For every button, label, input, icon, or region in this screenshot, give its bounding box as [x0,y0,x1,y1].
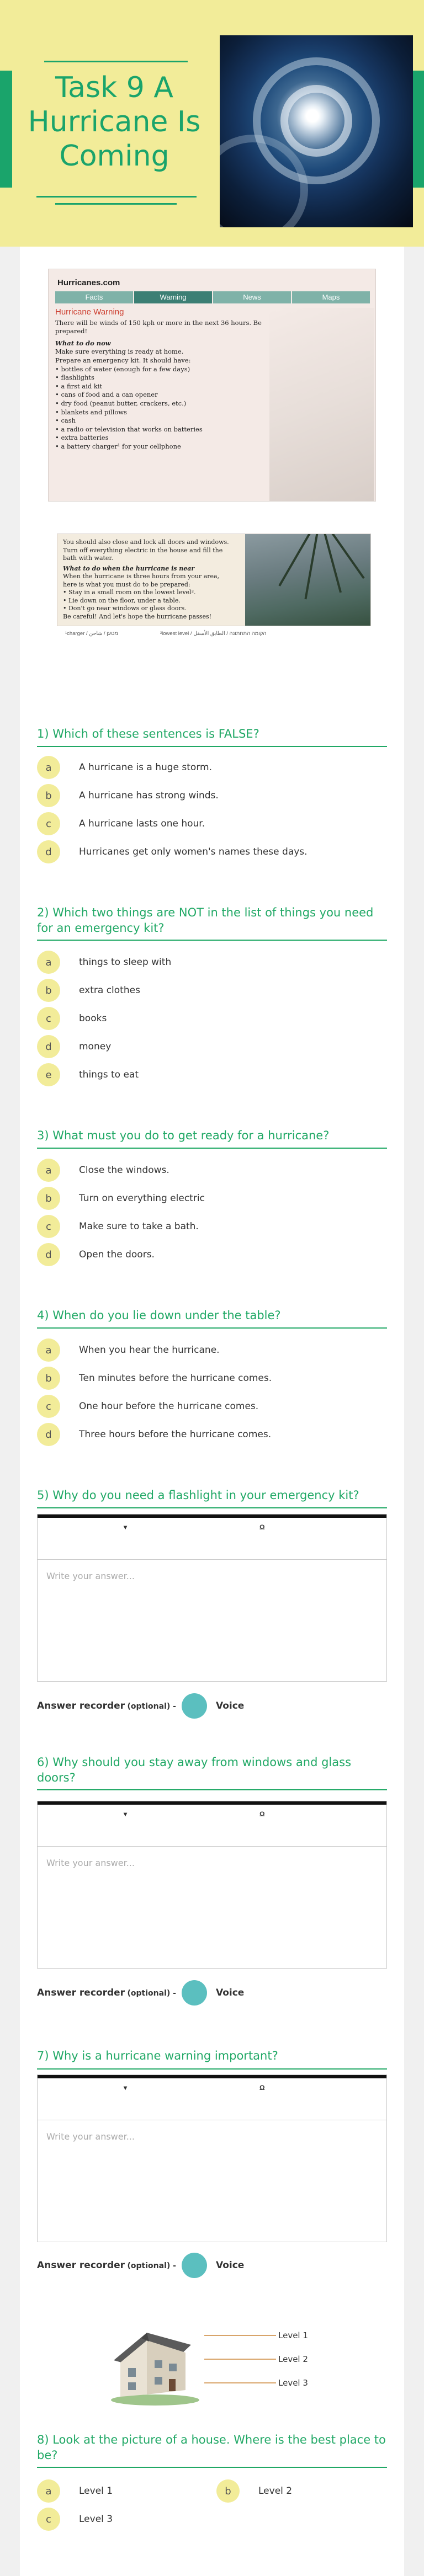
recorder-label: Answer recorder [37,1700,125,1711]
header-accent-left [0,71,12,188]
option-text: Turn on everything electric [79,1193,205,1204]
option-badge: a [37,1338,60,1362]
nav-facts: Facts [55,291,133,303]
house-level-2-label: Level 2 [278,2354,308,2364]
record-button[interactable] [182,2253,207,2278]
option-3c[interactable] [37,1215,346,1238]
voice-label[interactable]: Voice [215,2260,245,2271]
option-text: A hurricane lasts one hour. [79,818,205,829]
editor-toolbar [38,1805,386,1847]
option-text: Ten minutes before the hurricane comes. [79,1373,272,1384]
recorder-optional: (optional) - [127,1702,176,1711]
question-4-title: 4) When do you lie down under the table? [37,1309,281,1322]
option-text: A hurricane has strong winds. [79,790,219,801]
question-2-title: 2) Which two things are NOT in the list of things you need for an emergency kit? [37,906,374,935]
text-line: Turn off everything electric in the house and fill the [63,546,223,554]
house-icon [108,2328,202,2407]
option-badge: b [37,979,60,1002]
option-text: Level 2 [258,2486,293,2497]
option-badge: c [37,2508,60,2531]
warning-title: Hurricane Warning [55,307,124,317]
text-line: • a radio or television that works on batteries [55,425,203,433]
answer-recorder-7 [37,2252,244,2279]
recorder-label: Answer recorder [37,1987,125,1998]
header-accent-right [412,71,424,188]
format-dropdown-icon[interactable]: ▾ [124,1810,128,1818]
text-line: • bottles of water (enough for a few days) [55,365,190,373]
hurricane-photo [220,35,413,227]
option-text: Three hours before the hurricane comes. [79,1429,272,1440]
question-rule [37,746,387,747]
option-1c[interactable] [37,812,346,835]
option-badge: b [216,2479,240,2503]
title-rule-bottom [36,196,197,198]
option-text: Hurricanes get only women's names these days. [79,846,308,857]
page-header [0,0,424,247]
format-dropdown-icon[interactable]: ▾ [124,1523,128,1531]
level-1-pointer [204,2335,276,2336]
answer-recorder-5 [37,1693,244,1719]
option-2e[interactable] [37,1063,346,1086]
text-line: here is what you must do to be prepared: [63,580,190,588]
answer-placeholder[interactable]: Write your answer... [46,2131,135,2142]
text-line: You should also close and lock all doors and windows. [63,538,229,546]
text-line: Make sure everything is ready at home. [55,348,184,356]
title-rule-top [44,61,188,62]
nav-news: News [213,291,291,303]
option-3a[interactable] [37,1159,346,1182]
text-line: Prepare an emergency kit. It should have: [55,356,191,364]
option-8a[interactable] [37,2479,192,2503]
text-line: • flashlights [55,374,94,382]
option-4b[interactable] [37,1367,346,1390]
special-chars-icon[interactable]: Ω [259,1523,265,1531]
special-chars-icon[interactable]: Ω [259,2084,265,2092]
option-text: One hour before the hurricane comes. [79,1401,259,1412]
question-8-title: 8) Look at the picture of a house. Where is the best place to be? [37,2433,386,2462]
option-8c[interactable] [37,2508,192,2531]
nav-warning: Warning [134,291,212,303]
option-badge: b [37,784,60,807]
answer-box-7[interactable] [37,2074,387,2242]
near-text [63,538,245,621]
question-6-title: 6) Why should you stay away from windows and glass doors? [37,1756,352,1784]
text-subheading: What to do now [55,339,111,347]
option-text: Make sure to take a bath. [79,1221,199,1232]
option-badge: a [37,951,60,974]
site-name: Hurricanes.com [57,278,120,287]
house-level-3-label: Level 3 [278,2378,308,2388]
option-1b[interactable] [37,784,346,807]
option-2a[interactable] [37,951,346,974]
option-badge: a [37,2479,60,2503]
footnote-charger: ¹charger / מטען / شاحن [65,631,118,637]
option-text: Close the windows. [79,1165,169,1176]
page-title: Task 9 A Hurricane Is Coming [28,71,201,173]
option-3b[interactable] [37,1187,346,1210]
option-2b[interactable] [37,979,346,1002]
option-4d[interactable] [37,1423,346,1446]
question-rule [37,1148,387,1149]
option-text: books [79,1013,107,1024]
option-4c[interactable] [37,1395,346,1418]
text-line: • Don't go near windows or glass doors. [63,605,187,612]
option-text: Level 1 [79,2486,113,2497]
option-3d[interactable] [37,1243,346,1266]
option-badge: d [37,840,60,863]
answer-placeholder[interactable]: Write your answer... [46,1571,135,1581]
answer-placeholder[interactable]: Write your answer... [46,1858,135,1868]
editor-toolbar [38,2078,386,2120]
voice-label[interactable]: Voice [215,1987,245,1998]
question-1-title: 1) Which of these sentences is FALSE? [37,727,259,740]
option-1a[interactable] [37,756,346,779]
question-5-title: 5) Why do you need a flashlight in your emergency kit? [37,1489,359,1502]
text-line: • extra batteries [55,434,109,442]
record-button[interactable] [182,1693,207,1719]
option-badge: b [37,1367,60,1390]
text-line: • dry food (peanut butter, crackers, etc.) [55,399,187,407]
text-line: Be careful! And let's hope the hurricane passes! [63,612,212,620]
answer-box-6[interactable] [37,1801,387,1969]
warning-text [55,308,287,451]
option-text: A hurricane is a huge storm. [79,762,212,773]
voice-label[interactable]: Voice [215,1700,245,1711]
option-badge: d [37,1423,60,1446]
option-4a[interactable] [37,1338,346,1362]
option-text: money [79,1041,112,1052]
question-rule [37,940,387,941]
question-3-title: 3) What must you do to get ready for a hurricane? [37,1129,330,1142]
option-text: extra clothes [79,985,140,996]
level-3-pointer [204,2382,276,2383]
option-2d[interactable] [37,1035,346,1058]
worksheet-image-near [57,534,371,626]
option-badge: e [37,1063,60,1086]
text-line: • blankets and pillows [55,408,128,416]
option-badge: c [37,812,60,835]
option-2c[interactable] [37,1007,346,1030]
text-line: When the hurricane is three hours from your area, [63,573,220,580]
text-line: bath with water. [63,554,113,562]
text-line: • cans of food and a can opener [55,391,158,399]
site-nav [55,291,370,303]
option-badge: d [37,1243,60,1266]
question-7-title: 7) Why is a hurricane warning important? [37,2049,278,2062]
text-line: • Stay in a small room on the lowest level². [63,589,196,596]
answer-recorder-6 [37,1980,244,2006]
text-line: There will be winds of 150 kph or more in the next 36 hours. Be prepared! [55,318,262,335]
question-rule [37,1507,387,1508]
format-dropdown-icon[interactable]: ▾ [124,2084,128,2092]
question-rule [37,2467,387,2468]
question-rule [37,1789,387,1790]
level-2-pointer [204,2359,276,2360]
recorder-label: Answer recorder [37,2260,125,2271]
option-text: things to eat [79,1069,139,1080]
answer-box-5[interactable] [37,1514,387,1682]
storm-palm-photo [245,534,371,626]
house-level-1-label: Level 1 [278,2330,308,2340]
footnote-lowest-level: ²lowest level / הקומה התחתונה / الطابق الأسفل [160,631,267,637]
recorder-optional: (optional) - [127,1989,176,1998]
text-subheading: What to do when the hurricane is near [63,564,195,572]
special-chars-icon[interactable]: Ω [259,1810,265,1818]
question-rule [37,2068,387,2070]
worksheet-image-warning [48,269,376,502]
record-button[interactable] [182,1980,207,2006]
option-badge: c [37,1007,60,1030]
option-badge: c [37,1395,60,1418]
editor-toolbar [38,1518,386,1560]
option-badge: b [37,1187,60,1210]
title-rule-bottom-2 [55,203,177,205]
option-text: Open the doors. [79,1249,155,1260]
option-text: Level 3 [79,2514,113,2525]
text-line: • cash [55,417,76,425]
text-line: • a battery charger¹ for your cellphone [55,442,181,450]
option-8b[interactable] [216,2479,371,2503]
nav-maps: Maps [292,291,370,303]
option-badge: d [37,1035,60,1058]
text-line: • a first aid kit [55,382,103,390]
text-line: • Lie down on the floor, under a table. [63,596,181,604]
option-1d[interactable] [37,840,346,863]
option-badge: a [37,1159,60,1182]
option-text: things to sleep with [79,957,172,968]
option-text: When you hear the hurricane. [79,1345,220,1356]
option-badge: c [37,1215,60,1238]
recorder-optional: (optional) - [127,2262,176,2270]
question-rule [37,1327,387,1329]
option-badge: a [37,756,60,779]
